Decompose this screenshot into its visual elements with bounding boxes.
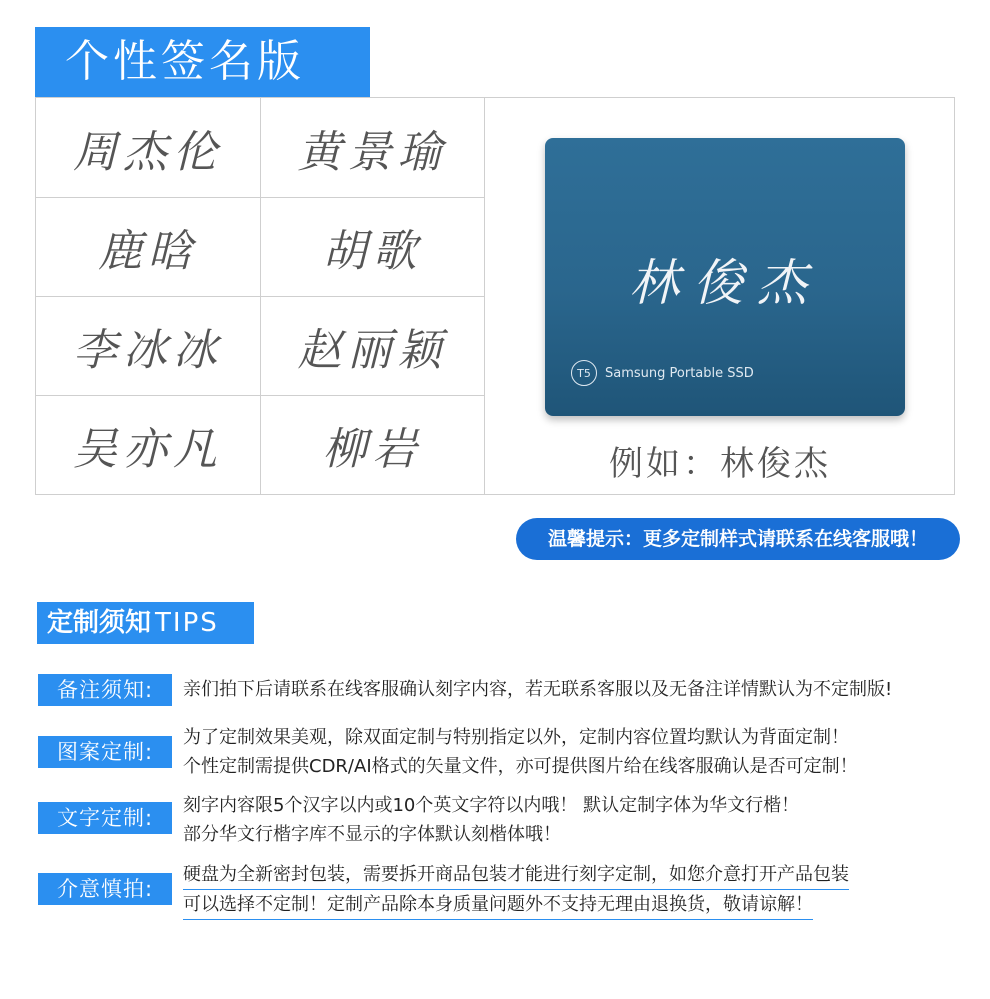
- signature-sample: 吴亦凡: [36, 396, 261, 494]
- tips-header-cn: 定制须知: [47, 608, 152, 638]
- signature-sample: 赵丽颖: [261, 297, 485, 396]
- signature-sample: 胡歌: [261, 198, 485, 297]
- note-line: 部分华文行楷字库不显示的字体默认刻楷体哦！: [183, 824, 561, 845]
- note-line: 硬盘为全新密封包装，需要拆开商品包装才能进行刻字定制，如您介意打开产品包装: [183, 860, 849, 890]
- page-title: 个性签名版: [35, 27, 370, 97]
- product-preview: [485, 98, 955, 494]
- ssd-image: [545, 138, 905, 416]
- note-label-text: 文字定制:: [38, 802, 172, 834]
- note-label-caution: 介意慎拍:: [38, 873, 172, 905]
- note-line: 亲们拍下后请联系在线客服确认刻字内容，若无联系客服以及无备注详情默认为不定制版!: [183, 679, 893, 700]
- engraved-signature: 林俊杰: [629, 254, 821, 312]
- note-label-pattern: 图案定制:: [38, 736, 172, 768]
- signature-sample: 鹿晗: [36, 198, 261, 297]
- model-badge-icon: T5: [571, 360, 597, 386]
- signature-sample: 周杰伦: [36, 98, 261, 198]
- note-text-remarks: [183, 675, 892, 704]
- note-label-remarks: 备注须知:: [38, 674, 172, 706]
- ssd-brand: [571, 360, 754, 386]
- customer-service-hint: 温馨提示：更多定制样式请联系在线客服哦！: [516, 518, 960, 560]
- note-line: 为了定制效果美观，除双面定制与特别指定以外，定制内容位置均默认为背面定制！: [183, 727, 849, 748]
- brand-text: Samsung Portable SSD: [605, 365, 754, 381]
- note-line: 个性定制需提供CDR/AI格式的矢量文件，亦可提供图片给在线客服确认是否可定制！: [183, 756, 858, 777]
- tips-header-en: TIPS: [155, 608, 219, 638]
- signature-sample: 柳岩: [261, 396, 485, 494]
- note-line: 刻字内容限5个汉字以内或10个英文字符以内哦！ 默认定制字体为华文行楷！: [183, 795, 800, 816]
- example-caption: 例如：林俊杰: [609, 444, 831, 484]
- signature-sample: 黄景瑜: [261, 98, 485, 198]
- signature-sample: 李冰冰: [36, 297, 261, 396]
- note-text-text: [183, 791, 799, 849]
- note-text-caution: [183, 860, 849, 920]
- note-text-pattern: [183, 723, 858, 781]
- tips-header: [37, 602, 254, 644]
- note-line: 可以选择不定制！定制产品除本身质量问题外不支持无理由退换货，敬请谅解！: [183, 890, 813, 920]
- signature-grid: [35, 97, 955, 495]
